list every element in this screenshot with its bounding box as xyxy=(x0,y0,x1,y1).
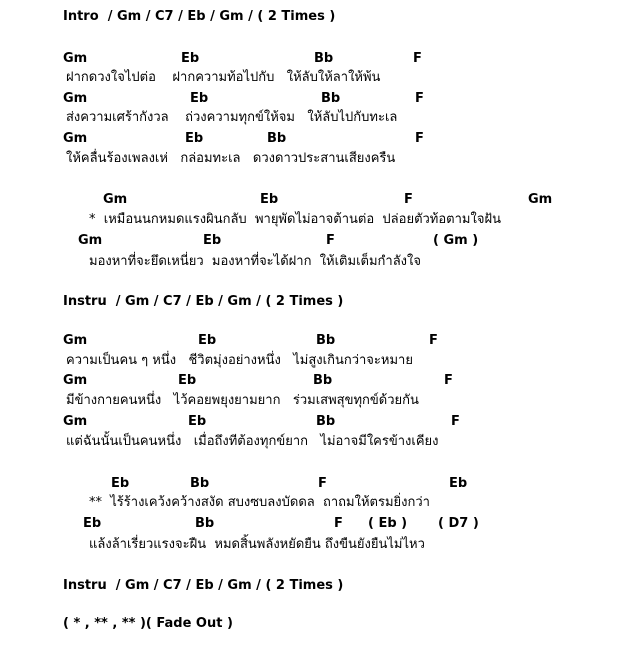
chord: Gm xyxy=(103,192,128,207)
chord: Gm xyxy=(63,373,88,388)
chord: Bb xyxy=(321,91,341,106)
chord: Bb xyxy=(313,373,333,388)
chord: ( D7 ) xyxy=(438,516,479,531)
lyric-line: แต่ฉันนั้นเป็นคนหนึ่ง เมื่อถึงทีต้องทุกข์ยาก ไม่อาจมีใครข้างเคียง xyxy=(66,434,439,449)
chord: Bb xyxy=(316,333,336,348)
chord: F xyxy=(326,233,335,248)
lyric-line: ให้คลื่นร้องเพลงเห่ กล่อมทะเล ดวงดาวประสานเสียงครืน xyxy=(66,151,396,166)
lyric-line: มีข้างกายคนหนึ่ง ไว้คอยพยุงยามยาก ร่วมเสพสุขทุกข์ด้วยกัน xyxy=(66,393,419,408)
lyric-line: มองหาที่จะยึดเหนี่ยว มองหาที่จะได้ฝาก ให้เติมเต็มกำลังใจ xyxy=(89,254,421,269)
chord: F xyxy=(444,373,453,388)
chord: F xyxy=(415,91,424,106)
chord: Eb xyxy=(449,476,468,491)
intro-line: Intro / Gm / C7 / Eb / Gm / ( 2 Times ) xyxy=(63,9,336,24)
chord: Gm xyxy=(63,91,88,106)
chord: Eb xyxy=(203,233,222,248)
chord: Eb xyxy=(111,476,130,491)
chord: Gm xyxy=(78,233,103,248)
chord: Eb xyxy=(260,192,279,207)
instru-line: Instru / Gm / C7 / Eb / Gm / ( 2 Times ) xyxy=(63,578,344,593)
chord: Eb xyxy=(185,131,204,146)
chord: Gm xyxy=(63,51,88,66)
chord: Gm xyxy=(63,131,88,146)
chord: Eb xyxy=(178,373,197,388)
chord: Eb xyxy=(181,51,200,66)
instru-line: Instru / Gm / C7 / Eb / Gm / ( 2 Times ) xyxy=(63,294,344,309)
chord: Gm xyxy=(528,192,553,207)
lyric-line: ฝากดวงใจไปต่อ ฝากความท้อไปกับ ให้ลับให้ลาให้พ้น xyxy=(66,70,381,85)
lyric-line: ความเป็นคน ๆ หนึ่ง ชีวิตมุ่งอย่างหนึ่ง ไม่สูงเกินกว่าจะหมาย xyxy=(66,353,413,368)
chord: F xyxy=(451,414,460,429)
lyric-line: * เหมือนนกหมดแรงผินกลับ พายุพัดไม่อาจต้านต่อ ปล่อยตัวท้อตามใจฝัน xyxy=(89,212,501,227)
ending-line: ( * , ** , ** )( Fade Out ) xyxy=(63,616,233,631)
chord: Gm xyxy=(63,414,88,429)
lyric-line: ส่งความเศร้ากังวล ถ่วงความทุกข์ให้จม ให้ลับไปกับทะเล xyxy=(66,110,398,125)
chord: F xyxy=(404,192,413,207)
chord: Gm xyxy=(63,333,88,348)
chord: Eb xyxy=(188,414,207,429)
chord: ( Eb ) xyxy=(368,516,408,531)
chord: Eb xyxy=(83,516,102,531)
chord: ( Gm ) xyxy=(433,233,479,248)
chord: F xyxy=(415,131,424,146)
chord: Eb xyxy=(198,333,217,348)
lyric-line: ** ไร้ร้างเคว้งคว้างสงัด สบงซบลงบัดดล ถาถมให้ตรมยิ่งกว่า xyxy=(89,495,430,510)
chord: Bb xyxy=(314,51,334,66)
chord: F xyxy=(429,333,438,348)
chord: Bb xyxy=(195,516,215,531)
chord: Bb xyxy=(190,476,210,491)
chord: Bb xyxy=(267,131,287,146)
lyric-line: แล้งล้าเรี่ยวแรงจะฝืน หมดสิ้นพลังหยัดยืน ถึงขืนยังยืนไม่ไหว xyxy=(89,537,425,552)
chord: Eb xyxy=(190,91,209,106)
chord: F xyxy=(413,51,422,66)
chord: F xyxy=(334,516,343,531)
chord: Bb xyxy=(316,414,336,429)
chord: F xyxy=(318,476,327,491)
